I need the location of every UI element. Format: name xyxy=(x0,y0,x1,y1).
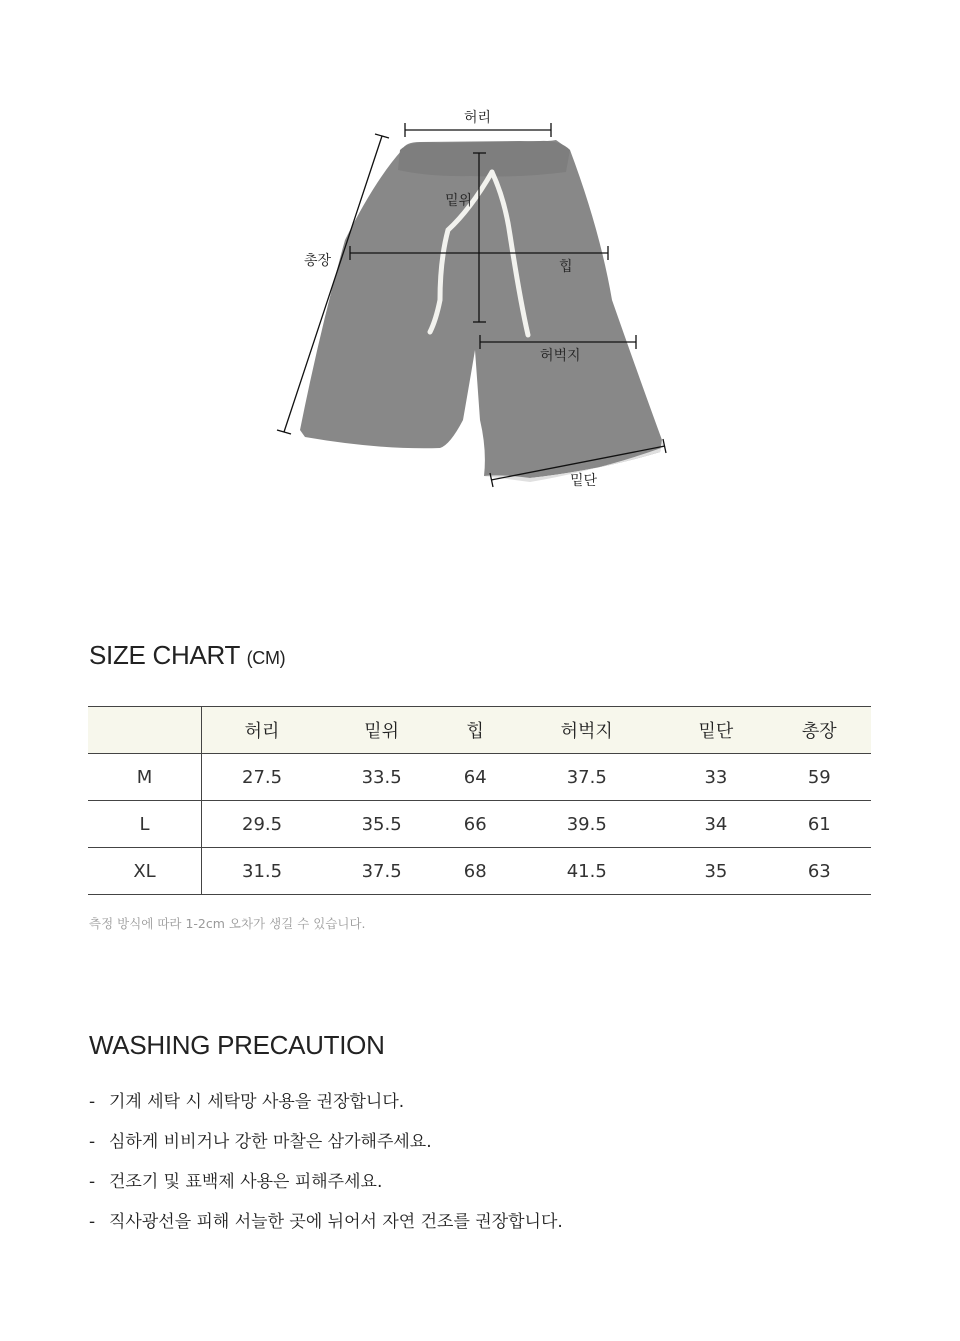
size-table xyxy=(88,706,871,895)
table-row xyxy=(88,754,871,801)
table-cell: 68 xyxy=(441,848,509,895)
size-cell: M xyxy=(88,754,202,801)
table-row xyxy=(88,801,871,848)
measurement-note: 측정 방식에 따라 1-2cm 오차가 생길 수 있습니다. xyxy=(89,916,366,931)
list-item xyxy=(89,1168,563,1208)
list-item-text: 기계 세탁 시 세탁망 사용을 권장합니다. xyxy=(109,1092,405,1112)
table-cell: 39.5 xyxy=(509,801,664,848)
table-cell: 41.5 xyxy=(509,848,664,895)
list-item xyxy=(89,1088,563,1128)
list-item xyxy=(89,1208,563,1248)
dash-marker: - xyxy=(89,1172,96,1192)
length-label: 총장 xyxy=(304,253,332,269)
header-cell: 허리 xyxy=(202,707,323,754)
table-cell: 33 xyxy=(664,754,767,801)
hem-label: 밑단 xyxy=(570,473,598,489)
table-cell: 37.5 xyxy=(322,848,441,895)
table-cell: 34 xyxy=(664,801,767,848)
table-cell: 66 xyxy=(441,801,509,848)
table-cell: 31.5 xyxy=(202,848,323,895)
table-cell: 61 xyxy=(768,801,871,848)
dash-marker: - xyxy=(89,1132,96,1152)
size-chart-title xyxy=(89,640,285,671)
table-cell: 59 xyxy=(768,754,871,801)
size-cell: XL xyxy=(88,848,202,895)
table-cell: 35.5 xyxy=(322,801,441,848)
list-item-text: 건조기 및 표백제 사용은 피해주세요. xyxy=(109,1172,383,1192)
table-cell: 29.5 xyxy=(202,801,323,848)
size-table-header xyxy=(88,707,871,754)
table-row xyxy=(88,848,871,895)
header-cell: 허벅지 xyxy=(509,707,664,754)
washing-title: WASHING PRECAUTION xyxy=(89,1030,385,1060)
measurement-diagram xyxy=(0,0,960,520)
dash-marker: - xyxy=(89,1092,96,1112)
header-cell: 힙 xyxy=(441,707,509,754)
waistband xyxy=(398,141,570,177)
size-chart-title-text: SIZE CHART xyxy=(89,640,240,670)
list-item xyxy=(89,1128,563,1168)
table-cell: 33.5 xyxy=(322,754,441,801)
list-item-text: 심하게 비비거나 강한 마찰은 삼가해주세요. xyxy=(109,1132,432,1152)
table-cell: 63 xyxy=(768,848,871,895)
table-cell: 37.5 xyxy=(509,754,664,801)
header-cell: 밑단 xyxy=(664,707,767,754)
rise-label: 밑위 xyxy=(445,193,473,209)
header-cell xyxy=(88,707,202,754)
size-chart-unit: (CM) xyxy=(246,648,286,668)
table-cell: 64 xyxy=(441,754,509,801)
header-cell: 총장 xyxy=(768,707,871,754)
thigh-label: 허벅지 xyxy=(540,348,581,364)
header-cell: 밑위 xyxy=(322,707,441,754)
table-cell: 27.5 xyxy=(202,754,323,801)
shorts-illustration xyxy=(0,0,960,520)
dash-marker: - xyxy=(89,1212,96,1232)
waist-label: 허리 xyxy=(464,110,492,126)
table-cell: 35 xyxy=(664,848,767,895)
hip-label: 힙 xyxy=(559,259,573,275)
size-cell: L xyxy=(88,801,202,848)
list-item-text: 직사광선을 피해 서늘한 곳에 뉘어서 자연 건조를 권장합니다. xyxy=(109,1212,563,1232)
washing-list xyxy=(89,1088,563,1248)
